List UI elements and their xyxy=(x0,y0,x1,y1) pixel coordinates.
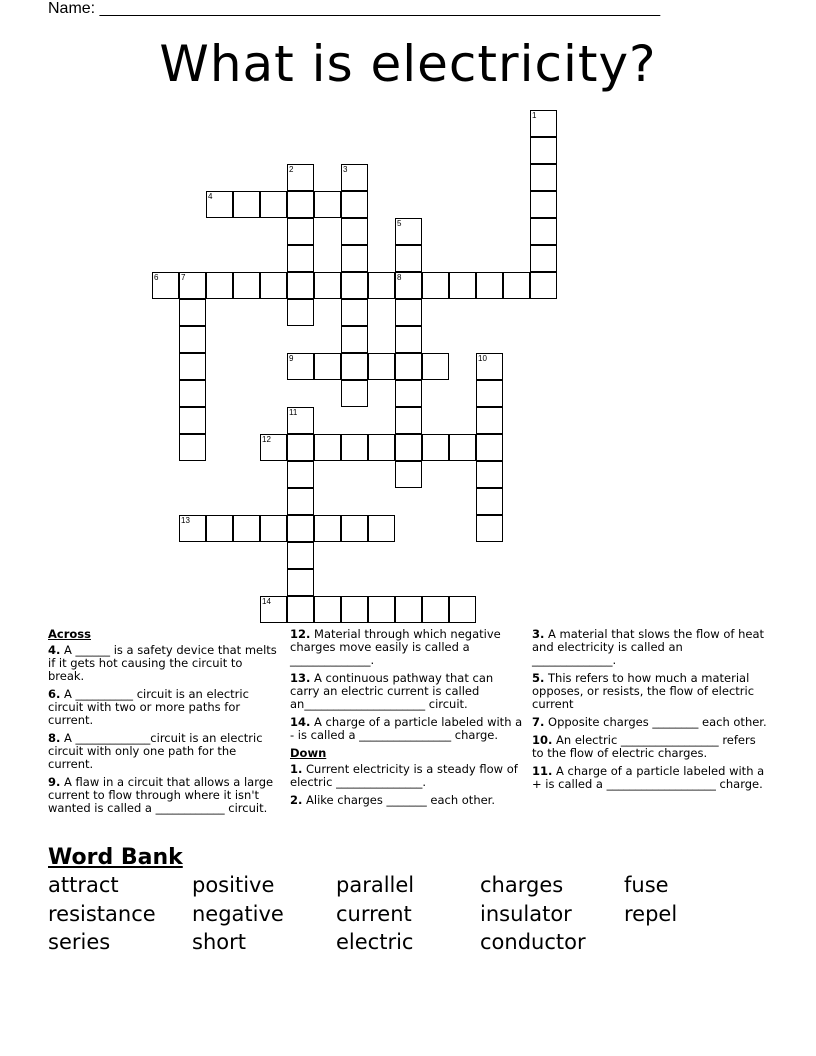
crossword-cell[interactable] xyxy=(341,245,368,272)
crossword-cell[interactable] xyxy=(260,272,287,299)
crossword-cell[interactable] xyxy=(341,326,368,353)
down-heading: Down xyxy=(290,746,327,760)
cell-number: 12 xyxy=(262,435,271,444)
crossword-cell[interactable] xyxy=(476,272,503,299)
crossword-cell[interactable] xyxy=(368,515,395,542)
cell-number: 14 xyxy=(262,597,271,606)
crossword-cell[interactable] xyxy=(260,515,287,542)
crossword-cell[interactable] xyxy=(152,272,179,299)
crossword-cell[interactable] xyxy=(314,272,341,299)
clue-down-7: 7. Opposite charges ________ each other. xyxy=(532,715,767,729)
crossword-cell[interactable] xyxy=(179,326,206,353)
crossword-cell[interactable] xyxy=(287,245,314,272)
crossword-cell[interactable] xyxy=(287,515,314,542)
crossword-cell[interactable] xyxy=(314,353,341,380)
crossword-cell[interactable] xyxy=(341,353,368,380)
crossword-cell[interactable] xyxy=(422,596,449,623)
word-bank-word: conductor xyxy=(480,930,586,954)
clue-down-2: 2. Alike charges _______ each other. xyxy=(290,793,496,807)
clues-column-1 xyxy=(48,628,278,820)
word-bank-word: charges xyxy=(480,873,564,897)
crossword-cell[interactable] xyxy=(449,434,476,461)
crossword-cell[interactable] xyxy=(368,272,395,299)
clue-down-11: 11. A charge of a particle labeled with a + is called a ___________________ charge. xyxy=(532,764,765,791)
crossword-cell[interactable] xyxy=(287,353,314,380)
crossword-cell[interactable] xyxy=(530,245,557,272)
crossword-cell[interactable] xyxy=(422,353,449,380)
clue-down-3: 3. A material that slows the flow of heat and electricity is called an ______________. xyxy=(532,627,765,667)
crossword-cell[interactable] xyxy=(287,218,314,245)
crossword-cell[interactable] xyxy=(287,542,314,569)
crossword-cell[interactable] xyxy=(503,272,530,299)
crossword-cell[interactable] xyxy=(395,407,422,434)
crossword-cell[interactable] xyxy=(287,407,314,434)
crossword-cell[interactable] xyxy=(476,461,503,488)
cell-number: 5 xyxy=(397,219,402,228)
crossword-cell[interactable] xyxy=(341,434,368,461)
crossword-cell[interactable] xyxy=(260,596,287,623)
word-bank-word: positive xyxy=(192,873,275,897)
clue-across-6: 6. A __________ circuit is an electric circuit with two or more paths for current. xyxy=(48,687,249,727)
word-bank-word: insulator xyxy=(480,902,572,926)
crossword-cell[interactable] xyxy=(287,434,314,461)
crossword-cell[interactable] xyxy=(206,272,233,299)
crossword-cell[interactable] xyxy=(341,596,368,623)
word-bank-word: negative xyxy=(192,902,284,926)
cell-number: 4 xyxy=(208,192,213,201)
crossword-cell[interactable] xyxy=(287,596,314,623)
crossword-cell[interactable] xyxy=(476,488,503,515)
word-bank-word: fuse xyxy=(624,873,669,897)
crossword-cell[interactable] xyxy=(260,191,287,218)
word-bank-word: resistance xyxy=(48,902,156,926)
crossword-cell[interactable] xyxy=(476,353,503,380)
cell-number: 9 xyxy=(289,354,294,363)
crossword-cell[interactable] xyxy=(530,218,557,245)
crossword-cell[interactable] xyxy=(287,164,314,191)
crossword-cell[interactable] xyxy=(530,110,557,137)
cell-number: 1 xyxy=(532,111,537,120)
crossword-cell[interactable] xyxy=(314,515,341,542)
crossword-cell[interactable] xyxy=(530,137,557,164)
crossword-cell[interactable] xyxy=(341,218,368,245)
cell-number: 10 xyxy=(478,354,487,363)
cell-number: 6 xyxy=(154,273,159,282)
crossword-cell[interactable] xyxy=(395,353,422,380)
word-bank-word: repel xyxy=(624,902,678,926)
crossword-cell[interactable] xyxy=(206,191,233,218)
across-heading: Across xyxy=(48,627,91,641)
crossword-cell[interactable] xyxy=(395,272,422,299)
clues-column-3 xyxy=(532,628,768,796)
crossword-cell[interactable] xyxy=(395,434,422,461)
cell-number: 11 xyxy=(289,408,298,417)
crossword-cell[interactable] xyxy=(233,515,260,542)
crossword-cell[interactable] xyxy=(287,299,314,326)
crossword-cell[interactable] xyxy=(341,272,368,299)
crossword-cell[interactable] xyxy=(395,596,422,623)
crossword-cell[interactable] xyxy=(395,299,422,326)
crossword-cell[interactable] xyxy=(287,488,314,515)
crossword-cell[interactable] xyxy=(395,380,422,407)
clue-down-1: 1. Current electricity is a steady flow of electric _______________. xyxy=(290,762,518,789)
crossword-cell[interactable] xyxy=(368,434,395,461)
clue-across-12: 12. Material through which negative charges move easily is called a ______________. xyxy=(290,627,501,667)
crossword-cell[interactable] xyxy=(476,407,503,434)
crossword-cell[interactable] xyxy=(422,434,449,461)
crossword-cell[interactable] xyxy=(287,191,314,218)
crossword-cell[interactable] xyxy=(179,434,206,461)
crossword-cell[interactable] xyxy=(287,272,314,299)
crossword-cell[interactable] xyxy=(179,515,206,542)
crossword-cell[interactable] xyxy=(395,326,422,353)
crossword-cell[interactable] xyxy=(395,461,422,488)
clue-across-8: 8. A _____________circuit is an electric circuit with only one path for the current. xyxy=(48,731,263,771)
crossword-cell[interactable] xyxy=(179,407,206,434)
crossword-cell[interactable] xyxy=(395,245,422,272)
crossword-cell[interactable] xyxy=(206,515,233,542)
crossword-cell[interactable] xyxy=(395,218,422,245)
crossword-cell[interactable] xyxy=(476,515,503,542)
cell-number: 8 xyxy=(397,273,402,282)
crossword-cell[interactable] xyxy=(476,380,503,407)
crossword-cell[interactable] xyxy=(530,164,557,191)
crossword-cell[interactable] xyxy=(530,272,557,299)
crossword-cell[interactable] xyxy=(314,596,341,623)
crossword-cell[interactable] xyxy=(449,272,476,299)
clue-across-13: 13. A continuous pathway that can carry an electric current is called an_____________________ circuit. xyxy=(290,671,494,711)
crossword-cell[interactable] xyxy=(341,164,368,191)
cell-number: 2 xyxy=(289,165,294,174)
crossword-cell[interactable] xyxy=(179,272,206,299)
crossword-cell[interactable] xyxy=(287,569,314,596)
crossword-cell[interactable] xyxy=(314,191,341,218)
clue-across-14: 14. A charge of a particle labeled with a - is called a ________________ charge. xyxy=(290,715,523,742)
cell-number: 7 xyxy=(181,273,186,282)
crossword-cell[interactable] xyxy=(179,380,206,407)
cell-number: 13 xyxy=(181,516,190,525)
crossword-cell[interactable] xyxy=(314,434,341,461)
page-title: What is electricity? xyxy=(159,35,657,93)
word-bank-word: attract xyxy=(48,873,119,897)
word-bank-word: series xyxy=(48,930,111,954)
crossword-cell[interactable] xyxy=(179,299,206,326)
crossword-cell[interactable] xyxy=(341,515,368,542)
crossword-cell[interactable] xyxy=(368,596,395,623)
clue-down-5: 5. This refers to how much a material opposes, or resists, the flow of electric current xyxy=(532,671,755,711)
word-bank-title: Word Bank xyxy=(48,845,183,870)
crossword-cell[interactable] xyxy=(341,380,368,407)
clue-across-9: 9. A flaw in a circuit that allows a large current to flow through where it isn't wanted is called a ____________ circuit. xyxy=(48,775,274,815)
name-line: Name: _______________________________________________________________ xyxy=(48,0,661,17)
clue-down-10: 10. An electric _________________ refers to the flow of electric charges. xyxy=(532,733,756,760)
crossword-cell[interactable] xyxy=(476,434,503,461)
crossword-cell[interactable] xyxy=(179,353,206,380)
crossword-cell[interactable] xyxy=(341,299,368,326)
cell-number: 3 xyxy=(343,165,348,174)
crossword-cell[interactable] xyxy=(260,434,287,461)
clue-across-4: 4. A ______ is a safety device that melts if it gets hot causing the circuit to break. xyxy=(48,643,277,683)
crossword-cell[interactable] xyxy=(530,191,557,218)
word-bank-word: electric xyxy=(336,930,414,954)
crossword-cell[interactable] xyxy=(368,353,395,380)
crossword-cell[interactable] xyxy=(287,461,314,488)
clues-column-2 xyxy=(290,628,526,812)
word-bank-word: parallel xyxy=(336,873,415,897)
crossword-cell[interactable] xyxy=(233,272,260,299)
crossword-cell[interactable] xyxy=(233,191,260,218)
crossword-cell[interactable] xyxy=(422,272,449,299)
crossword-cell[interactable] xyxy=(449,596,476,623)
crossword-cell[interactable] xyxy=(341,191,368,218)
word-bank-word: current xyxy=(336,902,412,926)
word-bank-word: short xyxy=(192,930,246,954)
